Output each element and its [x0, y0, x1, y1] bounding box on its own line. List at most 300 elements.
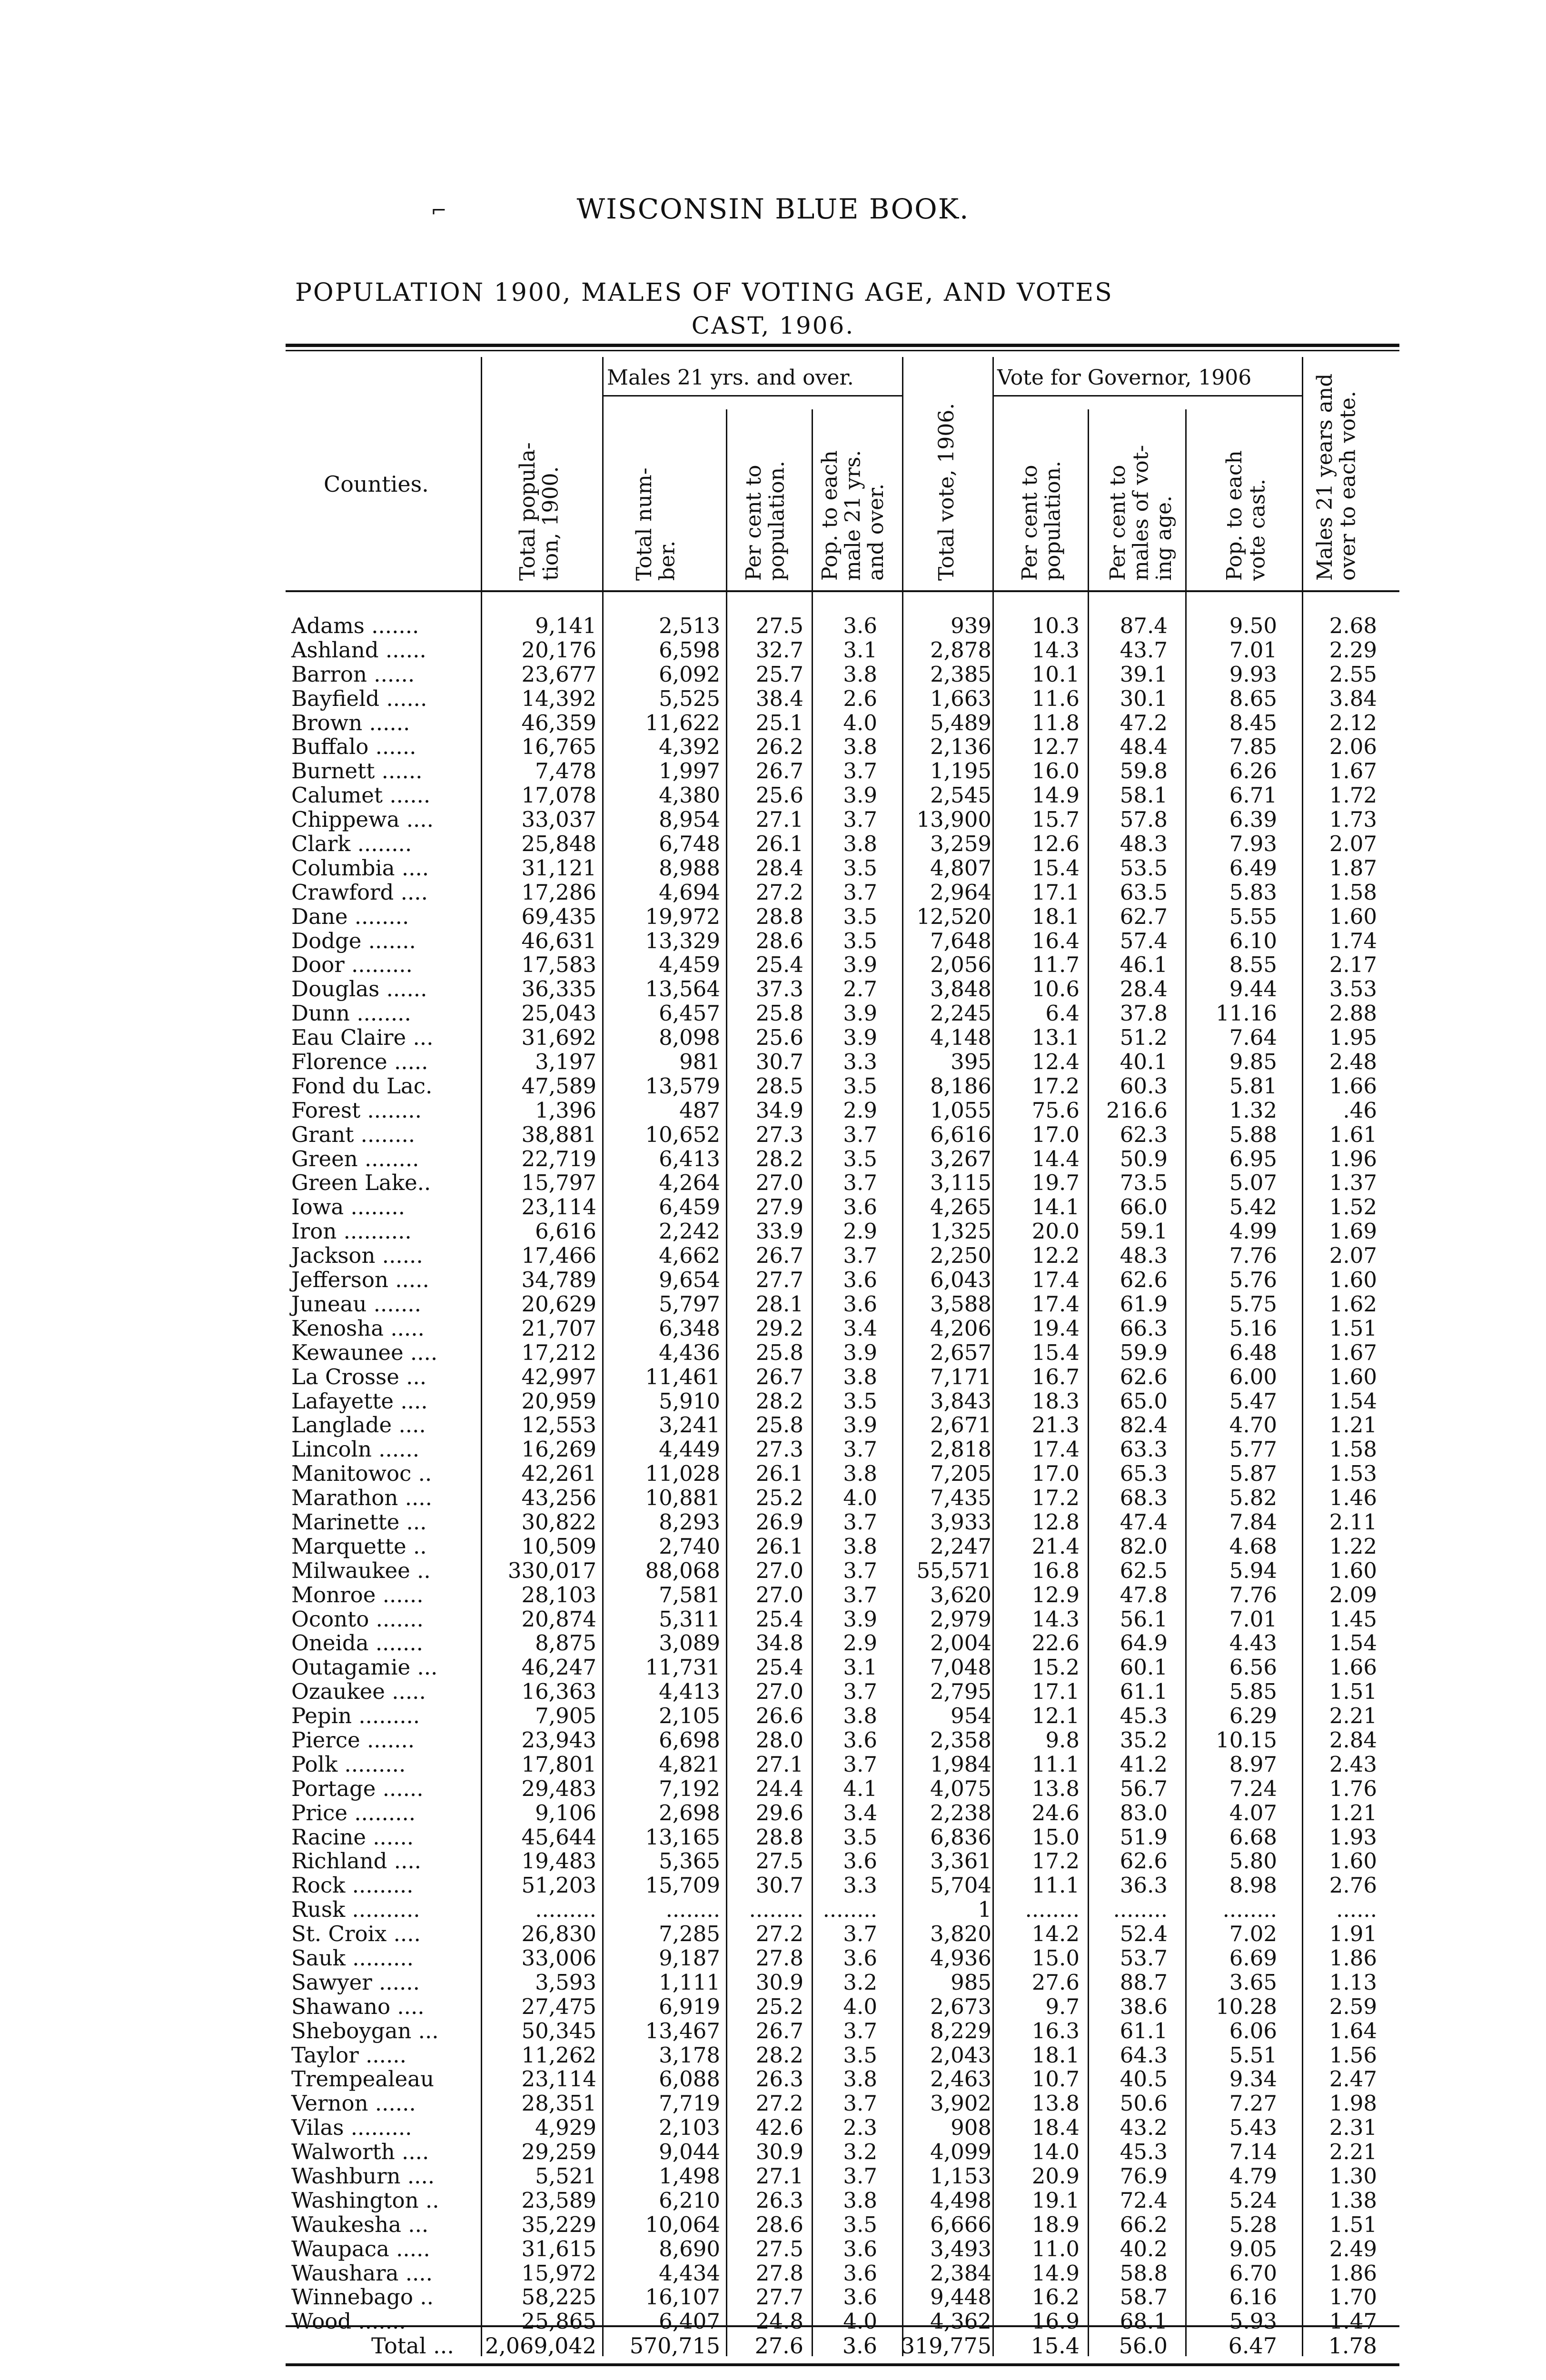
- total-vote: 3,588: [930, 1291, 991, 1317]
- vote-per-cent-males: 45.3: [1120, 1703, 1168, 1729]
- per-cent-population: 25.6: [755, 783, 803, 808]
- vote-per-cent-population: 15.7: [1031, 807, 1080, 833]
- pop-to-each-male: 3.9: [843, 783, 877, 808]
- county-name: Door .........: [291, 952, 413, 978]
- table-row: [0, 1656, 1546, 1680]
- per-cent-population: 25.4: [755, 952, 803, 978]
- total-vote: 4,936: [930, 1945, 991, 1971]
- pop-to-each-male: 3.5: [843, 1073, 877, 1099]
- vote-per-cent-population: 17.4: [1031, 1437, 1080, 1462]
- vote-per-cent-males: 60.3: [1120, 1073, 1168, 1099]
- table-row: [0, 1535, 1546, 1559]
- table-row: [0, 614, 1546, 638]
- males-to-each-vote: 2.09: [1329, 1582, 1377, 1607]
- total-population: 17,583: [521, 952, 596, 978]
- total-vote: 2,238: [930, 1800, 991, 1825]
- pop-to-each-male: 3.8: [843, 734, 877, 760]
- total-males: 5,311: [659, 1606, 720, 1632]
- county-name: Ashland ......: [291, 637, 426, 663]
- total-males: 8,098: [659, 1025, 720, 1051]
- vote-per-cent-population: 16.3: [1031, 2018, 1080, 2043]
- total-vote: 1,663: [930, 685, 991, 711]
- total-vote: 3,361: [930, 1848, 991, 1874]
- total-population: 33,006: [521, 1945, 596, 1971]
- males-to-each-vote: 2.55: [1329, 661, 1377, 687]
- per-cent-population: ........: [749, 1897, 803, 1923]
- county-name: Pepin .........: [291, 1703, 420, 1729]
- total-males: 3,241: [659, 1412, 720, 1438]
- pop-to-each-male: 4.1: [843, 1775, 877, 1801]
- vote-per-cent-population: 11.1: [1031, 1751, 1080, 1777]
- males-to-each-vote: 1.21: [1329, 1800, 1377, 1825]
- vote-per-cent-males: 48.4: [1120, 734, 1168, 760]
- pop-to-each-male: 2.9: [843, 1630, 877, 1656]
- vote-per-cent-population: 18.9: [1031, 2211, 1080, 2237]
- total-vote: 2,043: [930, 2042, 991, 2068]
- vote-per-cent-population: 14.4: [1031, 1146, 1080, 1171]
- total-population-header: Total popula- tion, 1900.: [515, 442, 563, 581]
- total-population: 16,765: [521, 734, 596, 760]
- pop-to-each-male: 3.9: [843, 1001, 877, 1026]
- total-population: 7,478: [535, 758, 596, 784]
- total-population: 35,229: [521, 2211, 596, 2237]
- vote-per-cent-population: 16.2: [1031, 2284, 1080, 2310]
- total-population: 27,475: [521, 1993, 596, 2019]
- per-cent-population: 25.8: [755, 1412, 803, 1438]
- pop-to-each-male: 3.7: [843, 1751, 877, 1777]
- total-males: 2,105: [659, 1703, 720, 1729]
- total-population: 31,692: [521, 1025, 596, 1051]
- total-males: 6,919: [659, 1993, 720, 2019]
- vote-per-cent-males: 40.2: [1120, 2236, 1168, 2261]
- pop-to-each-male: 3.9: [843, 1412, 877, 1438]
- pop-to-each-male: 4.0: [843, 710, 877, 735]
- vote-per-cent-males: 82.4: [1120, 1412, 1168, 1438]
- total-vote: 3,848: [930, 976, 991, 1002]
- total-males: 6,459: [659, 1194, 720, 1220]
- table-row: [0, 2285, 1546, 2310]
- county-name: Milwaukee ..: [291, 1557, 431, 1583]
- total-vote-per-cent-males: 56.0: [1119, 2333, 1168, 2359]
- pop-to-each-vote: 10.15: [1216, 1727, 1277, 1753]
- total-population: 42,997: [521, 1364, 596, 1389]
- pop-to-each-male: 3.3: [843, 1873, 877, 1898]
- pop-to-each-male: 3.8: [843, 2066, 877, 2092]
- pop-to-each-vote: 5.43: [1229, 2115, 1277, 2141]
- total-males: 1,997: [659, 758, 720, 784]
- males-to-each-vote: 1.22: [1329, 1533, 1377, 1559]
- total-vote: 2,385: [930, 661, 991, 687]
- county-name: Forest ........: [291, 1097, 422, 1123]
- total-vote: 2,250: [930, 1243, 991, 1269]
- vote-per-cent-males: 64.9: [1120, 1630, 1168, 1656]
- vote-per-cent-population: 15.4: [1031, 855, 1080, 881]
- pop-to-each-male: 4.0: [843, 1993, 877, 2019]
- pop-to-each-male: 3.5: [843, 2042, 877, 2068]
- pop-to-each-vote: 4.43: [1229, 1630, 1277, 1656]
- county-name: Buffalo ......: [291, 734, 416, 760]
- pop-to-each-male: 3.5: [843, 1824, 877, 1850]
- county-name: Waupaca .....: [291, 2236, 430, 2261]
- pop-to-each-male: 4.0: [843, 1485, 877, 1511]
- county-name: Marinette ...: [291, 1509, 427, 1535]
- vote-per-cent-males: 66.2: [1120, 2211, 1168, 2237]
- total-population: 19,483: [521, 1848, 596, 1874]
- total-vote: 3,820: [930, 1921, 991, 1947]
- vote-per-cent-males: 50.6: [1120, 2091, 1168, 2116]
- vote-per-cent-males: 51.2: [1120, 1025, 1168, 1051]
- males-to-each-vote: 1.51: [1329, 2211, 1377, 2237]
- vote-per-cent-population: 12.9: [1031, 1582, 1080, 1607]
- per-cent-population-header: Per cent to population.: [742, 460, 789, 581]
- vote-per-cent-population: 17.1: [1031, 879, 1080, 905]
- pop-to-each-male: 3.4: [843, 1315, 877, 1341]
- pop-to-each-vote: 11.16: [1216, 1001, 1277, 1026]
- total-population: 23,943: [521, 1727, 596, 1753]
- total-males: 981: [679, 1049, 720, 1075]
- table-row: [0, 1704, 1546, 1728]
- per-cent-population: 26.7: [755, 1243, 803, 1269]
- total-males: 13,329: [645, 928, 720, 953]
- total-vote: 7,048: [930, 1655, 991, 1680]
- table-row: [0, 759, 1546, 783]
- males-to-each-vote: 1.66: [1329, 1073, 1377, 1099]
- vote-per-cent-population: 17.2: [1031, 1848, 1080, 1874]
- total-population: 17,466: [521, 1243, 596, 1269]
- total-vote: 1,195: [930, 758, 991, 784]
- total-population: 15,797: [521, 1170, 596, 1196]
- males-to-each-vote: 2.48: [1329, 1049, 1377, 1075]
- total-vote: 4,099: [930, 2139, 991, 2165]
- total-males-to-each-vote: 1.78: [1328, 2333, 1377, 2359]
- pop-to-each-vote: 7.85: [1229, 734, 1277, 760]
- vote-per-cent-males: 216.6: [1106, 1097, 1168, 1123]
- males-to-each-vote: 1.86: [1329, 2260, 1377, 2286]
- pop-to-each-vote: 7.01: [1229, 1606, 1277, 1632]
- county-name: Oconto .......: [291, 1606, 424, 1632]
- pop-to-each-vote: 5.88: [1229, 1121, 1277, 1147]
- total-population: 20,629: [521, 1291, 596, 1317]
- vote-per-cent-population: 19.1: [1031, 2187, 1080, 2213]
- total-population: 23,114: [521, 2066, 596, 2092]
- total-males: 11,731: [645, 1655, 720, 1680]
- vote-per-cent-population: ........: [1025, 1897, 1080, 1923]
- total-population: 12,553: [521, 1412, 596, 1438]
- males-to-each-vote: 1.60: [1329, 1557, 1377, 1583]
- total-population: 330,017: [507, 1557, 596, 1583]
- total-population: 4,929: [535, 2115, 596, 2141]
- pop-to-each-male: 3.7: [843, 1921, 877, 1947]
- per-cent-population: 27.3: [755, 1121, 803, 1147]
- vote-per-cent-males: 60.1: [1120, 1655, 1168, 1680]
- total-vote: 7,435: [930, 1485, 991, 1511]
- total-population: 46,359: [521, 710, 596, 735]
- total-males: 6,092: [659, 661, 720, 687]
- males-to-each-vote: 2.76: [1329, 1873, 1377, 1898]
- pop-to-each-male: 3.6: [843, 1194, 877, 1220]
- table-row: [0, 881, 1546, 905]
- males-to-each-vote: 2.59: [1329, 1993, 1377, 2019]
- table-body: [0, 614, 1546, 2334]
- total-population: 58,225: [521, 2284, 596, 2310]
- per-cent-population: 26.2: [755, 734, 803, 760]
- pop-to-each-vote: 9.44: [1229, 976, 1277, 1002]
- pop-to-each-male: 3.6: [843, 1945, 877, 1971]
- vote-per-cent-population: 27.6: [1031, 1969, 1080, 1995]
- pop-to-each-vote: 6.10: [1229, 928, 1277, 953]
- males-to-each-vote: 1.47: [1329, 2309, 1377, 2334]
- total-population: 38,881: [521, 1121, 596, 1147]
- vote-per-cent-population: 18.1: [1031, 2042, 1080, 2068]
- vote-per-cent-males: 39.1: [1120, 661, 1168, 687]
- table-row: [0, 1874, 1546, 1898]
- vote-per-cent-males: 57.8: [1120, 807, 1168, 833]
- males-to-each-vote: 1.58: [1329, 1437, 1377, 1462]
- page-title: WISCONSIN BLUE BOOK.: [576, 193, 970, 225]
- total-males: 487: [679, 1097, 720, 1123]
- vote-per-cent-population: 14.9: [1031, 2260, 1080, 2286]
- county-name: Waushara ....: [291, 2260, 433, 2286]
- total-population: 42,261: [521, 1461, 596, 1487]
- total-population: 3,197: [535, 1049, 596, 1075]
- table-row: [0, 687, 1546, 711]
- total-population: 2,069,042: [485, 2333, 596, 2359]
- county-name: Taylor ......: [291, 2042, 406, 2068]
- total-males: 7,192: [659, 1775, 720, 1801]
- pop-to-each-male: 3.1: [843, 1655, 877, 1680]
- total-males: 13,564: [645, 976, 720, 1002]
- total-population: 43,256: [521, 1485, 596, 1511]
- per-cent-population: 26.3: [755, 2187, 803, 2213]
- table-row: [0, 1244, 1546, 1268]
- total-vote: 2,245: [930, 1001, 991, 1026]
- pop-to-each-male: 3.7: [843, 2163, 877, 2189]
- pop-to-each-vote: 5.42: [1229, 1194, 1277, 1220]
- pop-to-each-male: 3.6: [843, 1291, 877, 1317]
- table-row: [0, 1413, 1546, 1438]
- total-vote-header: Total vote, 1906.: [934, 403, 959, 581]
- total-vote: 2,358: [930, 1727, 991, 1753]
- vote-per-cent-population: 18.1: [1031, 903, 1080, 929]
- county-name: Grant ........: [291, 1121, 416, 1147]
- vote-per-cent-males: 40.1: [1120, 1049, 1168, 1075]
- pop-to-each-vote: 6.48: [1229, 1339, 1277, 1365]
- table-row: [0, 1898, 1546, 1922]
- pop-to-each-male: 3.6: [843, 2284, 877, 2310]
- total-vote: 1,984: [930, 1751, 991, 1777]
- total-vote: 2,671: [930, 1412, 991, 1438]
- per-cent-population: 34.9: [755, 1097, 803, 1123]
- males-to-each-vote: ......: [1336, 1897, 1377, 1923]
- vote-per-cent-males: 47.2: [1120, 710, 1168, 735]
- vote-per-cent-males: 35.2: [1120, 1727, 1168, 1753]
- pop-to-each-male: 3.7: [843, 879, 877, 905]
- vote-per-cent-males: 64.3: [1120, 2042, 1168, 2068]
- pop-to-each-vote: 7.24: [1229, 1775, 1277, 1801]
- total-population: 5,521: [535, 2163, 596, 2189]
- table-row: [0, 856, 1546, 881]
- total-population: .........: [535, 1897, 596, 1923]
- vote-per-cent-population: 14.0: [1031, 2139, 1080, 2165]
- total-vote: 4,265: [930, 1194, 991, 1220]
- males-to-each-vote: 1.72: [1329, 783, 1377, 808]
- per-cent-population: 28.2: [755, 2042, 803, 2068]
- table-row: [0, 1462, 1546, 1486]
- pop-to-each-male: 3.5: [843, 1146, 877, 1171]
- pop-to-each-male: 3.8: [843, 1533, 877, 1559]
- per-cent-population: 27.1: [755, 1751, 803, 1777]
- males-to-each-vote: 1.51: [1329, 1679, 1377, 1705]
- per-cent-population: 26.9: [755, 1509, 803, 1535]
- per-cent-population: 24.8: [755, 2309, 803, 2334]
- county-name: Monroe ......: [291, 1582, 424, 1607]
- vote-per-cent-population: 10.1: [1031, 661, 1080, 687]
- per-cent-population: 27.0: [755, 1679, 803, 1705]
- males-to-each-vote: 1.54: [1329, 1630, 1377, 1656]
- pop-to-each-male: 2.7: [843, 976, 877, 1002]
- total-population: 46,631: [521, 928, 596, 953]
- pop-to-each-male: 3.7: [843, 1679, 877, 1705]
- total-vote: 2,004: [930, 1630, 991, 1656]
- total-population: 46,247: [521, 1655, 596, 1680]
- total-males: 88,068: [645, 1557, 720, 1583]
- males-to-each-vote: 1.66: [1329, 1655, 1377, 1680]
- county-name: Vernon ......: [291, 2091, 416, 2116]
- total-vote: 2,657: [930, 1339, 991, 1365]
- males-to-each-vote: 1.61: [1329, 1121, 1377, 1147]
- per-cent-population: 28.8: [755, 903, 803, 929]
- per-cent-population: 38.4: [755, 685, 803, 711]
- vote-per-cent-males: 61.1: [1120, 1679, 1168, 1705]
- per-cent-population: 27.5: [755, 1848, 803, 1874]
- vote-per-cent-males: 58.8: [1120, 2260, 1168, 2286]
- vote-per-cent-population: 12.6: [1031, 831, 1080, 857]
- table-row: [0, 1631, 1546, 1656]
- total-population: 9,106: [535, 1800, 596, 1825]
- total-population: 17,212: [521, 1339, 596, 1365]
- total-males: 4,380: [659, 783, 720, 808]
- vote-per-cent-males: 28.4: [1120, 976, 1168, 1002]
- total-population: 25,848: [521, 831, 596, 857]
- pop-to-each-male: 3.7: [843, 1582, 877, 1607]
- pop-to-each-vote: 5.51: [1229, 2042, 1277, 2068]
- vote-per-cent-males: 76.9: [1120, 2163, 1168, 2189]
- total-males: 2,242: [659, 1219, 720, 1244]
- total-males: 19,972: [645, 903, 720, 929]
- pop-to-each-vote: 1.32: [1229, 1097, 1277, 1123]
- males-to-each-vote: 2.29: [1329, 637, 1377, 663]
- males-to-each-vote: 2.17: [1329, 952, 1377, 978]
- county-name: Price .........: [291, 1800, 416, 1825]
- vote-per-cent-population: 10.3: [1031, 613, 1080, 638]
- total-males: 2,103: [659, 2115, 720, 2141]
- vote-per-cent-males: 63.5: [1120, 879, 1168, 905]
- pop-to-each-male: 2.9: [843, 1097, 877, 1123]
- total-males: 6,407: [659, 2309, 720, 2334]
- vote-per-cent-population: 24.6: [1031, 1800, 1080, 1825]
- vote-per-cent-population: 12.8: [1031, 1509, 1080, 1535]
- per-cent-population: 30.7: [755, 1873, 803, 1898]
- total-row: [0, 2331, 1546, 2360]
- vote-per-cent-population: 17.4: [1031, 1291, 1080, 1317]
- table-row: [0, 1728, 1546, 1753]
- top-rule-thin: [286, 350, 1399, 351]
- total-population: 6,616: [535, 1219, 596, 1244]
- males-to-each-vote: 1.74: [1329, 928, 1377, 953]
- vote-group-header: Vote for Governor, 1906: [997, 366, 1252, 390]
- total-vote: 5,489: [930, 710, 991, 735]
- pop-to-each-vote: 6.56: [1229, 1655, 1277, 1680]
- pop-to-each-male: 3.8: [843, 1364, 877, 1389]
- table-row: [0, 711, 1546, 735]
- pop-to-each-vote: 4.99: [1229, 1219, 1277, 1244]
- vote-per-cent-population: 22.6: [1031, 1630, 1080, 1656]
- males-to-each-vote: 2.43: [1329, 1751, 1377, 1777]
- vote-per-cent-population: 15.2: [1031, 1655, 1080, 1680]
- pop-to-each-male: 3.5: [843, 1388, 877, 1414]
- pop-to-each-vote: 6.16: [1229, 2284, 1277, 2310]
- pop-to-each-vote: 9.34: [1229, 2066, 1277, 2092]
- pop-to-each-male: 3.6: [843, 1267, 877, 1293]
- vote-per-cent-males: 72.4: [1120, 2187, 1168, 2213]
- per-cent-population: 26.6: [755, 1703, 803, 1729]
- pop-to-each-vote: 7.14: [1229, 2139, 1277, 2165]
- total-population: 23,677: [521, 661, 596, 687]
- vote-per-cent-males: 66.3: [1120, 1315, 1168, 1341]
- county-name: Rock .........: [291, 1873, 414, 1898]
- total-males: 8,690: [659, 2236, 720, 2261]
- total-population: 20,176: [521, 637, 596, 663]
- vote-per-cent-males: 52.4: [1120, 1921, 1168, 1947]
- per-cent-population: 25.7: [755, 661, 803, 687]
- per-cent-population: 27.0: [755, 1170, 803, 1196]
- table-title-line2: CAST, 1906.: [691, 312, 855, 339]
- total-vote: 2,384: [930, 2260, 991, 2286]
- males-to-each-vote: 2.11: [1329, 1509, 1377, 1535]
- county-name: Marathon ....: [291, 1485, 432, 1511]
- table-row: [0, 832, 1546, 856]
- vote-per-cent-males: 50.9: [1120, 1146, 1168, 1171]
- vote-per-cent-males: 45.3: [1120, 2139, 1168, 2165]
- males-to-each-vote: 3.53: [1329, 976, 1377, 1002]
- county-name: Wood .......: [291, 2309, 406, 2334]
- pop-to-each-male: 3.9: [843, 952, 877, 978]
- total-males: 8,954: [659, 807, 720, 833]
- total-males: 15,709: [645, 1873, 720, 1898]
- pop-to-each-male: 2.3: [843, 2115, 877, 2141]
- males-to-each-vote: 1.38: [1329, 2187, 1377, 2213]
- stray-mark: ⌐: [431, 200, 447, 222]
- county-name: Jackson ......: [291, 1243, 423, 1269]
- total-males: 1,498: [659, 2163, 720, 2189]
- vote-per-cent-males-header: Per cent to males of vot- ing age.: [1106, 445, 1176, 581]
- table-row: [0, 1099, 1546, 1123]
- pop-to-each-vote: 5.47: [1229, 1388, 1277, 1414]
- vote-per-cent-males: 83.0: [1120, 1800, 1168, 1825]
- pop-to-each-vote: 5.81: [1229, 1073, 1277, 1099]
- per-cent-population: 32.7: [755, 637, 803, 663]
- county-name: Manitowoc ..: [291, 1461, 432, 1487]
- pop-to-each-male: 3.7: [843, 1121, 877, 1147]
- pop-to-each-male: 3.6: [843, 1727, 877, 1753]
- pop-to-each-vote: 4.79: [1229, 2163, 1277, 2189]
- pop-to-each-male: 3.6: [843, 1848, 877, 1874]
- males-to-each-vote: 2.21: [1329, 1703, 1377, 1729]
- table-row: [0, 638, 1546, 663]
- total-vote: 6,043: [930, 1267, 991, 1293]
- vote-per-cent-population: 12.7: [1031, 734, 1080, 760]
- males-to-each-vote: 1.53: [1329, 1461, 1377, 1487]
